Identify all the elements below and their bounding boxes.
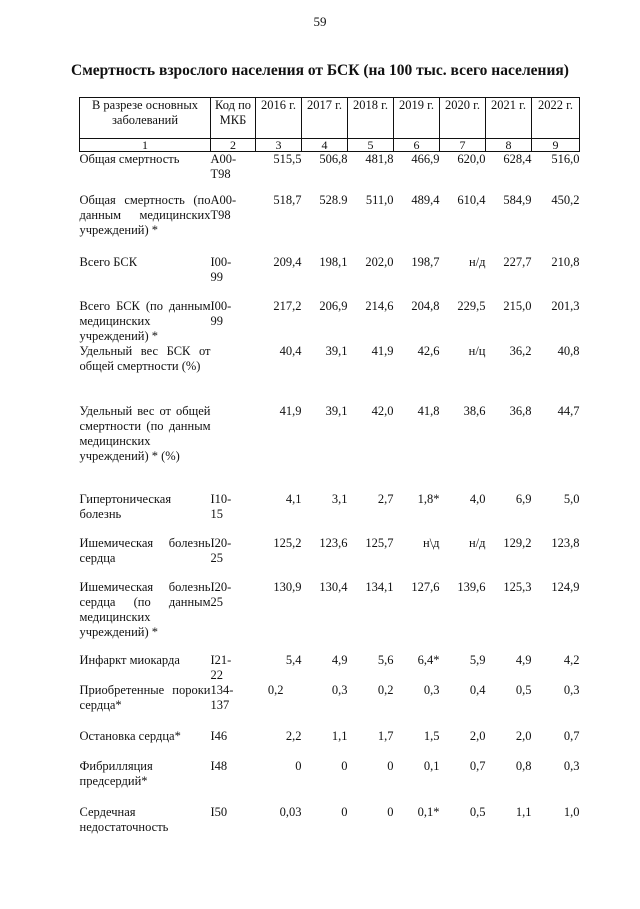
header-row <box>80 98 580 139</box>
value-2020: н/д <box>468 535 486 550</box>
table-row <box>80 683 580 729</box>
page-number: 59 <box>313 14 327 29</box>
value-2018: 202,0 <box>365 254 394 269</box>
icd-code: I21-22 <box>210 652 232 682</box>
value-2017: 206,9 <box>319 298 348 313</box>
value-2016: 0 <box>295 758 302 773</box>
header-year-2022: 2022 г. <box>532 98 580 139</box>
value-2017: 0,3 <box>331 682 348 697</box>
column-number: 7 <box>440 139 486 152</box>
value-2018: 41,9 <box>371 343 394 358</box>
value-2016: 518,7 <box>273 192 302 207</box>
value-2021: 129,2 <box>503 535 532 550</box>
disease-name: Фибрилляция предсердий* <box>79 758 153 788</box>
disease-name: Общая смертность (по данным медицинских учреждений) * <box>79 192 211 237</box>
table-row <box>80 152 580 193</box>
icd-code: I50 <box>210 804 228 819</box>
value-2019: 1,8* <box>417 491 440 506</box>
value-2022: 40,8 <box>557 343 580 358</box>
value-2021: 6,9 <box>515 491 532 506</box>
value-2019: 204,8 <box>411 298 440 313</box>
value-2020: 2,0 <box>469 728 486 743</box>
value-2020: 0,5 <box>469 804 486 819</box>
disease-name: Ишемическая болезнь сердца <box>79 535 211 565</box>
column-number: 8 <box>486 139 532 152</box>
value-2019: 0,1* <box>417 804 440 819</box>
value-2022: 210,8 <box>551 254 580 269</box>
icd-code: I20-25 <box>210 535 232 565</box>
value-2019: 0,3 <box>423 682 440 697</box>
value-2019: 6,4* <box>417 652 440 667</box>
value-2016: 4,1 <box>285 491 302 506</box>
value-2021: 36,8 <box>509 403 532 418</box>
icd-code <box>211 404 256 492</box>
disease-name: Гипертоническая болезнь <box>79 491 172 521</box>
icd-code: I10-15 <box>210 491 232 521</box>
value-2019: н\д <box>422 535 440 550</box>
value-2018: 0 <box>387 804 394 819</box>
value-2017: 130,4 <box>319 579 348 594</box>
column-number: 9 <box>532 139 580 152</box>
table-row <box>80 255 580 299</box>
header-year-2020: 2020 г. <box>440 98 486 139</box>
disease-name: Приобретенные пороки сердца* <box>79 682 211 712</box>
value-2022: 0,3 <box>563 758 580 773</box>
table-row <box>80 492 580 536</box>
value-2020: н/д <box>468 254 486 269</box>
value-2017: 506,8 <box>319 152 348 166</box>
icd-code: 134-137 <box>210 682 234 712</box>
value-2022: 450,2 <box>551 192 580 207</box>
value-2021: 36,2 <box>509 343 532 358</box>
value-2018: 5,6 <box>377 652 394 667</box>
header-year-2019: 2019 г. <box>394 98 440 139</box>
disease-name: Общая смертность <box>79 152 180 166</box>
disease-name: Удельный вес БСК от общей смертности (%) <box>79 343 211 373</box>
value-2017: 0 <box>341 758 348 773</box>
value-2018: 481,8 <box>365 152 394 166</box>
column-number: 5 <box>348 139 394 152</box>
value-2022: 0,7 <box>563 728 580 743</box>
value-2016: 209,4 <box>273 254 302 269</box>
value-2022: 4,2 <box>563 652 580 667</box>
value-2017: 0 <box>341 804 348 819</box>
value-2020: 620,0 <box>457 152 486 166</box>
value-2019: 41,8 <box>417 403 440 418</box>
value-2019: 0,1 <box>423 758 440 773</box>
icd-code: I00-99 <box>210 254 232 284</box>
disease-name: Удельный вес от общей смертности (по данным медицинских учреждений) * (%) <box>79 403 211 463</box>
value-2020: 139,6 <box>457 579 486 594</box>
value-2022: 123,8 <box>551 535 580 550</box>
disease-name: Всего БСК (по данным медицинских учреждений) * <box>79 298 211 343</box>
value-2019: 466,9 <box>411 152 440 166</box>
header-year-2021: 2021 г. <box>486 98 532 139</box>
value-2022: 5,0 <box>563 491 580 506</box>
value-2016: 217,2 <box>273 298 302 313</box>
table-row <box>80 653 580 683</box>
icd-code: I46 <box>210 728 228 743</box>
value-2021: 0,8 <box>515 758 532 773</box>
icd-code: I48 <box>210 758 228 773</box>
value-2022: 516,0 <box>551 152 580 166</box>
value-2019: 198,7 <box>411 254 440 269</box>
value-2018: 42,0 <box>371 403 394 418</box>
value-2020: 5,9 <box>469 652 486 667</box>
table-row <box>80 404 580 492</box>
disease-name: Инфаркт миокарда <box>79 652 180 667</box>
value-2021: 215,0 <box>503 298 532 313</box>
icd-code: I20-25 <box>210 579 232 609</box>
table-row <box>80 536 580 580</box>
value-2018: 2,7 <box>377 491 394 506</box>
icd-code <box>211 344 256 404</box>
value-2021: 125,3 <box>503 579 532 594</box>
value-2022: 201,3 <box>551 298 580 313</box>
header-year-2018: 2018 г. <box>348 98 394 139</box>
header-year-2016: 2016 г. <box>256 98 302 139</box>
table-header <box>80 98 580 152</box>
value-2020: 4,0 <box>469 491 486 506</box>
value-2018: 134,1 <box>365 579 394 594</box>
value-2016: 515,5 <box>273 152 302 166</box>
value-2020: 0,7 <box>469 758 486 773</box>
value-2018: 1,7 <box>377 728 394 743</box>
value-2016: 0,2 <box>267 682 284 697</box>
value-2022: 0,3 <box>563 682 580 697</box>
value-2017: 528.9 <box>319 192 348 207</box>
value-2019: 127,6 <box>411 579 440 594</box>
disease-name: Сердечная недостаточность <box>79 804 169 834</box>
value-2018: 0 <box>387 758 394 773</box>
value-2020: 610,4 <box>457 192 486 207</box>
column-number-row <box>80 139 580 152</box>
value-2022: 1,0 <box>563 804 580 819</box>
value-2021: 628,4 <box>503 152 532 166</box>
value-2021: 584,9 <box>503 192 532 207</box>
value-2017: 39,1 <box>325 403 348 418</box>
header-disease: В разрезе основных заболеваний <box>80 98 211 139</box>
value-2021: 227,7 <box>503 254 532 269</box>
value-2016: 41,9 <box>279 403 302 418</box>
header-icd-code: Код по МКБ <box>211 98 256 139</box>
value-2016: 40,4 <box>279 343 302 358</box>
value-2021: 2,0 <box>515 728 532 743</box>
table-row <box>80 580 580 653</box>
value-2021: 0,5 <box>515 682 532 697</box>
value-2016: 0,03 <box>279 804 302 819</box>
table-row <box>80 759 580 805</box>
value-2016: 125,2 <box>273 535 302 550</box>
value-2017: 39,1 <box>325 343 348 358</box>
value-2017: 1,1 <box>331 728 348 743</box>
table-title: Смертность взрослого населения от БСК (на 100 тыс. всего населения) <box>71 62 569 79</box>
table-row <box>80 805 580 837</box>
value-2018: 125,7 <box>365 535 394 550</box>
disease-name: Ишемическая болезнь сердца (по данным медицинских учреждений) * <box>79 579 211 639</box>
value-2018: 511,0 <box>365 192 394 207</box>
mortality-table <box>79 97 580 837</box>
value-2018: 0,2 <box>377 682 394 697</box>
column-number: 3 <box>256 139 302 152</box>
column-number: 1 <box>80 139 211 152</box>
column-number: 2 <box>211 139 256 152</box>
value-2020: 0,4 <box>469 682 486 697</box>
icd-code: А00-Т98 <box>210 192 237 222</box>
column-number: 6 <box>394 139 440 152</box>
value-2017: 198,1 <box>319 254 348 269</box>
value-2017: 123,6 <box>319 535 348 550</box>
value-2020: 38,6 <box>463 403 486 418</box>
header-year-2017: 2017 г. <box>302 98 348 139</box>
table-row <box>80 344 580 404</box>
icd-code: А00-Т98 <box>210 152 237 181</box>
value-2016: 130,9 <box>273 579 302 594</box>
value-2017: 4,9 <box>331 652 348 667</box>
value-2022: 44,7 <box>557 403 580 418</box>
table-row <box>80 193 580 255</box>
value-2021: 1,1 <box>515 804 532 819</box>
value-2022: 124,9 <box>551 579 580 594</box>
table-row <box>80 729 580 759</box>
table-body <box>80 152 580 837</box>
value-2019: 1,5 <box>423 728 440 743</box>
value-2019: 489,4 <box>411 192 440 207</box>
value-2016: 5,4 <box>285 652 302 667</box>
value-2017: 3,1 <box>331 491 348 506</box>
value-2018: 214,6 <box>365 298 394 313</box>
disease-name: Остановка сердца* <box>79 728 181 743</box>
table-row <box>80 299 580 344</box>
value-2021: 4,9 <box>515 652 532 667</box>
value-2019: 42,6 <box>417 343 440 358</box>
value-2016: 2,2 <box>285 728 302 743</box>
value-2020: 229,5 <box>457 298 486 313</box>
disease-name: Всего БСК <box>79 254 138 269</box>
icd-code: I00-99 <box>210 298 232 328</box>
column-number: 4 <box>302 139 348 152</box>
value-2020: н/ц <box>468 343 486 358</box>
